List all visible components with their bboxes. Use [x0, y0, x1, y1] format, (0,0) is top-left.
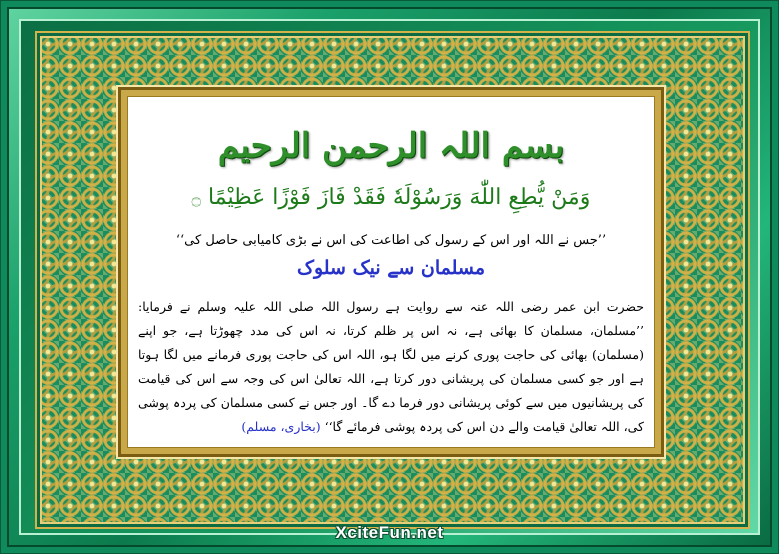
text-panel	[127, 96, 655, 448]
gold-inner-border	[118, 87, 664, 457]
quran-verse-text: وَمَنْ يُّطِعِ اللّٰهَ وَرَسُوْلَهٗ فَقَدْ فَازَ فَوْزًا عَظِيْمًا	[208, 185, 591, 210]
hadith-reference: (بخاری، مسلم)	[241, 419, 321, 434]
section-heading: مسلمان سے نیک سلوک	[296, 257, 486, 279]
site-watermark: XciteFun.net	[335, 523, 444, 542]
bismillah-calligraphy: بسم اللہ الرحمن الرحیم	[217, 126, 565, 166]
hadith-text: حضرت ابن عمر رضی اللہ عنہ سے روایت ہے رسول اللہ صلی اللہ علیہ وسلم نے فرمایا: ’’مسلمان، مسلمان کا بھائی ہے، نہ اس پر ظلم کرتا، نہ اس کی مدد چھوڑتا ہے، جو اپنے (مسلمان) بھائی کی حاجت پوری کرنے میں لگا ہو، اللہ اس کی حاجت پوری فرمانے میں لگا ہوتا ہے اور جو کسی مسلمان کی پریشانی دور کرتا ہے، اللہ تعالیٰ اس کی وجہ سے اس کی قیامت کی پریشانیوں میں سے کوئی پریشانی دور فرما دے گا۔ اور جس نے کسی مسلمان کی پردہ پوشی کی، اللہ تعالیٰ قیامت والے دن اس کی پردہ پوشی فرمائے گا‘‘	[138, 299, 645, 434]
quran-verse	[142, 185, 640, 210]
verse-translation: ’’جس نے اللہ اور اس کے رسول کی اطاعت کی اس نے بڑی کامیابی حاصل کی‘‘	[175, 233, 607, 248]
hadith-body	[138, 295, 644, 439]
ayah-end-mark: ۝	[191, 189, 202, 208]
